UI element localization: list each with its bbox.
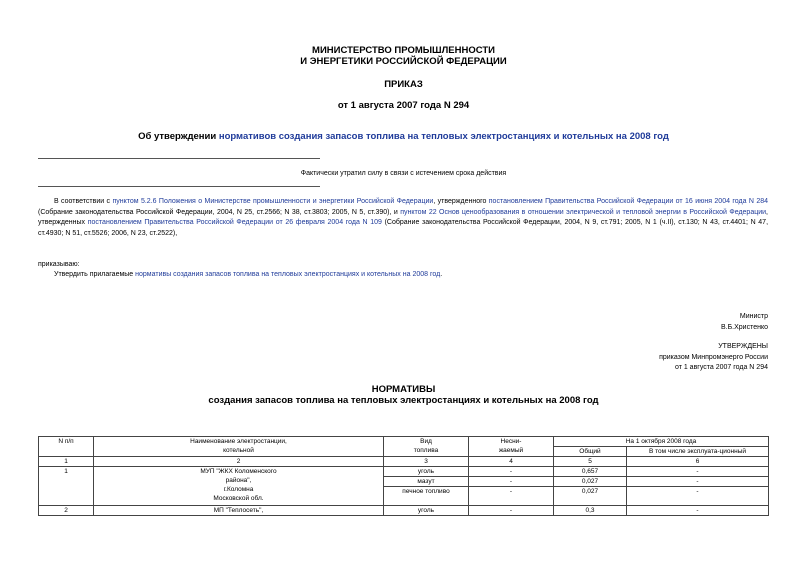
fuel-operational: - (627, 506, 769, 516)
preamble-text: , утвержденного (433, 198, 489, 205)
doc-title (0, 131, 807, 142)
signature (568, 312, 768, 333)
header-num: N п/п (39, 437, 94, 457)
order-text (54, 270, 442, 281)
header-total: Общий (554, 447, 627, 457)
fuel-operational: - (627, 477, 769, 487)
divider-top (38, 158, 320, 159)
approval-block (568, 342, 768, 374)
preamble-link[interactable]: постановлением Правительства Российской Федерации от 26 февраля 2004 года N 109 (87, 219, 382, 226)
order-text-prefix: Утвердить прилагаемые (54, 271, 136, 278)
preamble-text: В соответствии с (54, 198, 113, 205)
preamble-text: (Собрание законодательства Российской Федерации, 2004, N 25, ст.2566; N 38, ст.3803; 2005, N 5, ст.390), и (38, 208, 401, 216)
row-num: 1 (39, 467, 94, 506)
header-nonreduc (469, 437, 554, 457)
fuel-type: мазут (384, 477, 469, 487)
fuel-nonreduc: - (469, 477, 554, 487)
col-number: 3 (384, 457, 469, 467)
header-fuel (384, 437, 469, 457)
row-name-line: Московской обл. (213, 495, 264, 502)
approval-line2: приказом Минпромэнерго России (659, 353, 768, 361)
signature-position: Министр (739, 313, 768, 320)
ministry-line2: И ЭНЕРГЕТИКИ РОССИЙСКОЙ ФЕДЕРАЦИИ (300, 56, 507, 67)
col-number: 6 (627, 457, 769, 467)
norms-title: НОРМАТИВЫ (371, 384, 436, 395)
approval-line1: УТВЕРЖДЕНЫ (718, 343, 768, 350)
doc-type: ПРИКАЗ (384, 79, 423, 90)
table-row (39, 506, 769, 516)
row-name-line: г.Коломна (223, 486, 254, 493)
header-operational: В том числе эксплуата-ционный (627, 447, 769, 457)
fuel-nonreduc: - (469, 467, 554, 477)
col-number: 1 (39, 457, 94, 467)
signature-name: В.Б.Христенко (720, 323, 768, 331)
header-name-line1: Наименование электростанции, (190, 438, 287, 445)
fuel-nonreduc: - (469, 487, 554, 506)
preamble-link[interactable]: пунктом 5.2.6 Положения о Министерстве промышленности и энергетики Российской Федерации (112, 198, 434, 205)
row-num: 2 (39, 506, 94, 516)
col-number: 5 (554, 457, 627, 467)
row-name-line: района", (225, 477, 252, 484)
row-name (94, 506, 384, 516)
norms-subtitle: создания запасов топлива на тепловых электростанциях и котельных на 2008 год (208, 395, 599, 406)
row-name-line: МП "Теплосеть", (213, 507, 264, 514)
order-link[interactable]: нормативы создания запасов топлива на тепловых электростанциях и котельных на 2008 год (135, 271, 441, 278)
order-label: приказываю: (38, 261, 80, 268)
preamble-text: , утвержденных (38, 208, 768, 226)
fuel-total: 0,657 (554, 467, 627, 477)
table-row (39, 467, 769, 477)
fuel-type: печное топливо (384, 487, 469, 506)
table-col-number-row (39, 457, 769, 467)
col-number: 4 (469, 457, 554, 467)
header-fuel-line1: Вид (420, 438, 432, 445)
fuel-total: 0,027 (554, 477, 627, 487)
ministry-line1: МИНИСТЕРСТВО ПРОМЫШЛЕННОСТИ (312, 45, 495, 56)
approval-line3: от 1 августа 2007 года N 294 (674, 364, 768, 371)
order-text-suffix: . (440, 271, 443, 278)
fuel-type: уголь (384, 467, 469, 477)
status-note: Фактически утратил силу в связи с истечением срока действия (300, 170, 507, 177)
header-nonreduc-line1: Несни- (500, 438, 522, 445)
col-number: 2 (94, 457, 384, 467)
header-name (94, 437, 384, 457)
doc-date: от 1 августа 2007 года N 294 (337, 100, 470, 111)
preamble-link[interactable]: постановлением Правительства Российской Федерации от 16 июня 2004 года N 284 (488, 198, 769, 205)
doc-title-link[interactable]: нормативов создания запасов топлива на тепловых электростанциях и котельных на 2008 год (218, 131, 669, 142)
header-date-group: На 1 октября 2008 года (554, 437, 769, 447)
header-nonreduc-line2: жаемый (498, 447, 524, 454)
preamble-text: (Собрание законодательства Российской Федерации, 2004, N 9, ст.791; 2005, N 1 (ч.II), ст.130; N 43, ст.4401; N 47, ст.4930; N 51, ст.5526; 2006, N 23, ст.2522), (38, 219, 769, 237)
divider-bottom (38, 186, 320, 187)
doc-title-prefix: Об утверждении (138, 131, 219, 142)
preamble-link[interactable]: пунктом 22 Основ ценообразования в отношении электрической и тепловой энергии в Российской Федерации (400, 208, 767, 216)
row-name (94, 467, 384, 506)
fuel-total: 0,3 (554, 506, 627, 516)
row-name-line: МУП "ЖКХ Коломенского (200, 468, 277, 475)
ministry-name (0, 45, 807, 67)
fuel-type: уголь (384, 506, 469, 516)
table-header-row (39, 437, 769, 447)
fuel-operational: - (627, 487, 769, 506)
fuel-nonreduc: - (469, 506, 554, 516)
fuel-total: 0,027 (554, 487, 627, 506)
fuel-operational: - (627, 467, 769, 477)
header-name-line2: котельной (223, 447, 254, 454)
norms-table (38, 436, 769, 516)
header-fuel-line2: топлива (413, 447, 439, 454)
preamble (38, 197, 768, 239)
